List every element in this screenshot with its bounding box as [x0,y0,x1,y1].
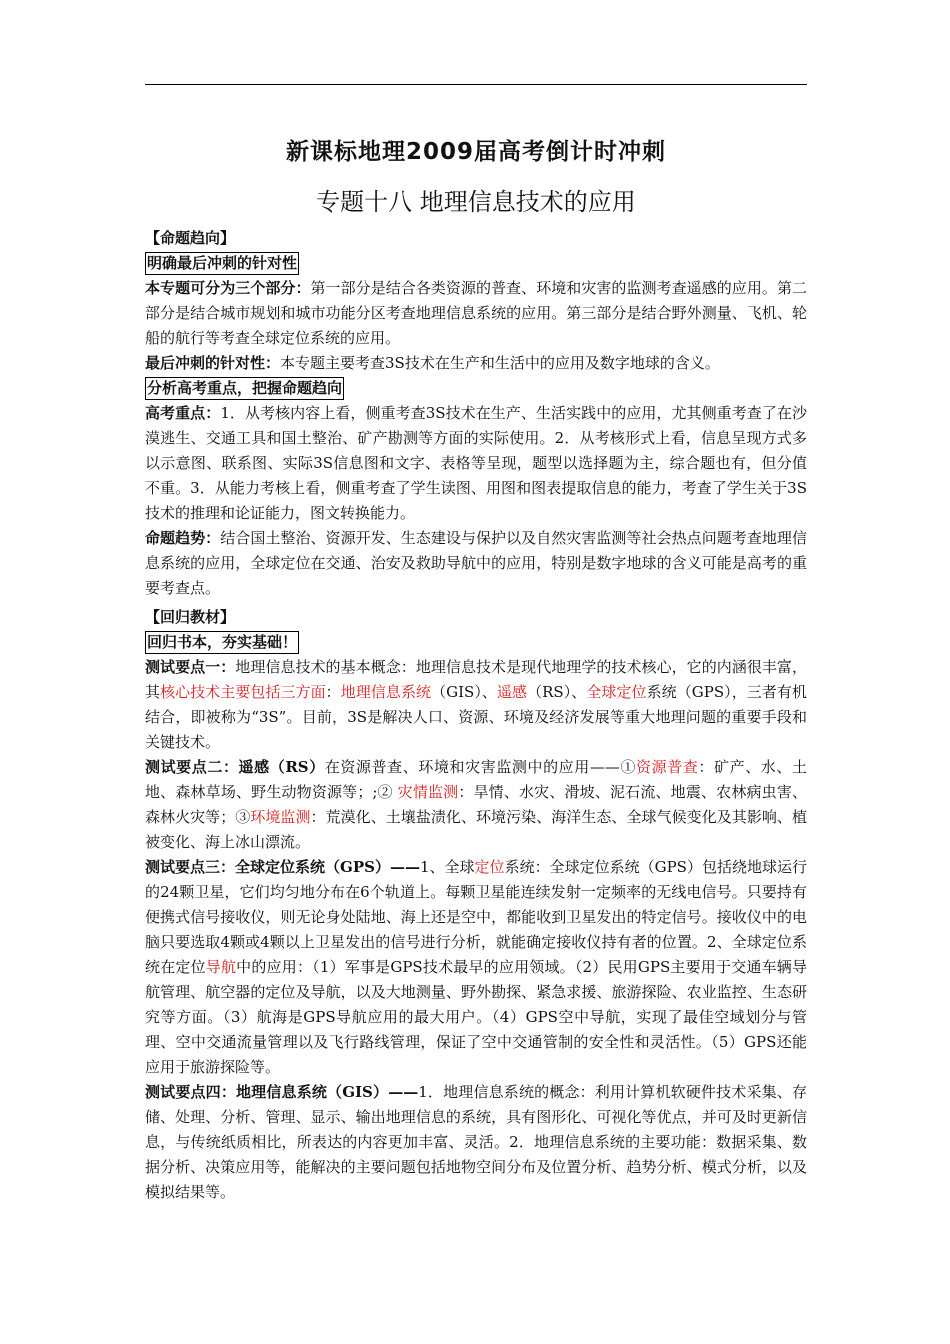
paragraph-point-one [145,655,807,755]
body-text: ： [325,683,341,701]
body-text: 系统（GPS），三者有机结合，即被称为“3S”。目前，3S是解决人口、资源、环境及经济发展等重大地理问题的重要手段和关键技术。 [145,683,807,751]
body-text: 1、全球 [419,858,475,876]
boxed-heading-analysis: 分析高考重点，把握命题趋向 [145,377,344,400]
body-text: ：矿产、水、土地、森林草场、野生动物资源等；;② [145,758,807,801]
highlight-text: 定位 [474,858,505,876]
highlight-text: 全球定位 [586,683,647,701]
highlight-text: 遥感 [496,683,528,701]
body-text: ：荒漠化、土壤盐渍化、环境污染、海洋生态、全球气候变化及其影响、植被变化、海上冰山漂流。 [145,808,807,851]
label: 测试要点四：地理信息系统（GIS）—— [145,1083,419,1101]
header-rule [145,84,807,85]
highlight-text: 导航 [205,958,237,976]
body-text: 结合国土整治、资源开发、生态建设与保护以及自然灾害监测等社会热点问题考查地理信息系统的应用，全球定位在交通、治安及救助导航中的应用，特别是数字地球的含义可能是高考的重要考查点。 [145,529,807,597]
body-text: 系统：全球定位系统（GPS）包括绕地球运行的24颗卫星，它们均匀地分布在6个轨道上。每颗卫星能连续发射一定频率的无线电信号。只要持有便携式信号接收仪，则无论身处陆地、海上还是空中，都能收到卫星发出的特定信号。接收仪中的电脑只要选取4颗或4颗以上卫星发出的信号进行分析，就能确定接收仪持有者的位置。2、全球定位系统在定位 [145,858,807,976]
highlight-text: 地理信息系统 [340,683,432,701]
label: 测试要点二：遥感（RS） [145,758,325,776]
paragraph-point-four [145,1080,807,1205]
label: 测试要点三：全球定位系统（GPS）—— [145,858,420,876]
subtitle: 专题十八 地理信息技术的应用 [316,188,636,216]
paragraph-three-parts [145,276,807,351]
body-text: 中的应用：（1）军事是GPS技术最早的应用领域。（2）民用GPS主要用于交通车辆导航管理、航空器的定位及导航，以及大地测量、野外勘探、紧急求援、旅游探险、农业监控、生态研究等方面。（3）航海是GPS导航应用的最大用户。（4）GPS空中导航，实现了最佳空域划分与管理、空中交通流量管理以及飞行路线管理，保证了空中交通管制的安全性和灵活性。（5）GPS还能应用于旅游探险等。 [145,958,807,1076]
label: 本专题可分为三个部分： [145,279,311,297]
paragraph-point-two [145,755,807,855]
highlight-text: 核心技术主要包括三方面 [160,683,326,701]
document-body [145,120,807,1205]
paragraph-trend [145,526,807,601]
label: 高考重点： [145,404,221,422]
body-text: （RS）、 [527,683,587,701]
boxed-heading-focus: 明确最后冲刺的针对性 [145,252,299,275]
main-title: 新课标地理2009届高考倒计时冲刺 [285,139,666,165]
highlight-text: 资源普查 [636,758,699,776]
body-text: 本专题主要考查3S技术在生产和生活中的应用及数字地球的含义。 [280,354,720,372]
body-text: 1．地理信息系统的概念：利用计算机软硬件技术采集、存储、处理、分析、管理、显示、输出地理信息的系统，具有图形化、可视化等优点，并可及时更新信息，与传统纸质相比，所表达的内容更加丰富、灵活。2．地理信息系统的主要功能：数据采集、数据分析、决策应用等，能解决的主要问题包括地物空间分布及位置分析、趋势分析、模式分析，以及模拟结果等。 [145,1083,808,1201]
body-text: 地理信息技术的基本概念：地理信息技术是现代地理学的技术核心，它的内涵很丰富，其 [145,658,807,701]
highlight-text: 环境监测 [250,808,311,826]
label: 测试要点一： [145,658,236,676]
body-text: （GIS）、 [431,683,497,701]
label: 命题趋势： [145,529,221,547]
section-heading-textbook: 【回归教材】 [145,608,236,626]
paragraph-focus [145,351,807,376]
paragraph-point-three [145,855,807,1080]
body-text: 在资源普查、环境和灾害监测中的应用——① [324,758,637,776]
highlight-text: 灾情监测 [397,783,459,801]
body-text: 第一部分是结合各类资源的普查、环境和灾害的监测考查遥感的应用。第二部分是结合城市规划和城市功能分区考查地理信息系统的应用。第三部分是结合野外测量、飞机、轮船的航行等考查全球定位系统的应用。 [145,279,807,347]
label: 最后冲刺的针对性： [145,354,281,372]
section-heading-trend: 【命题趋向】 [145,229,236,247]
body-text: ：旱情、水灾、滑坡、泥石流、地震、农林病虫害、森林火灾等；③ [145,783,807,826]
boxed-heading-basics: 回归书本，夯实基础！ [145,631,299,654]
body-text: 1．从考核内容上看，侧重考查3S技术在生产、生活实践中的应用，尤其侧重考查了在沙漠逃生、交通工具和国土整治、矿产勘测等方面的实际使用。2．从考核形式上看，信息呈现方式多以示意图、联系图、实际3S信息图和文字、表格等呈现，题型以选择题为主，综合题也有，但分值不重。3．从能力考核上看，侧重考查了学生读图、用图和图表提取信息的能力，考查了学生关于3S技术的推理和论证能力，图文转换能力。 [145,404,807,522]
paragraph-key-points [145,401,807,526]
